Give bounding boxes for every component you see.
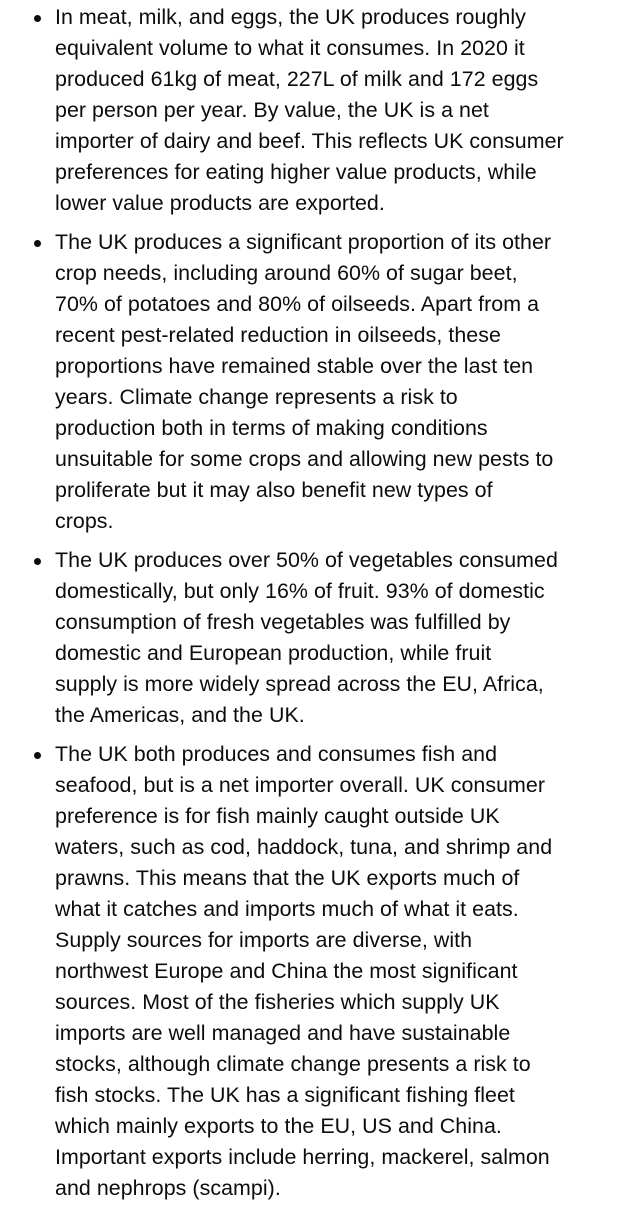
bullet-item-vegetables-fruit (55, 545, 630, 731)
text-line: The UK produces over 50% of vegetables consumed (55, 548, 558, 572)
bullet-text (55, 739, 630, 1204)
text-line: northwest Europe and China the most significant (55, 959, 518, 983)
bullet-text (55, 545, 630, 731)
text-line: seafood, but is a net importer overall. UK consumer (55, 773, 546, 797)
text-line: which mainly exports to the EU, US and China. (55, 1114, 502, 1138)
text-line: sources. Most of the fisheries which supply UK (55, 990, 500, 1014)
text-line: Supply sources for imports are diverse, with (55, 928, 473, 952)
text-line: The UK produces a significant proportion of its other (55, 230, 552, 254)
bullet-item-fish-seafood (55, 739, 630, 1204)
text-line: crops. (55, 509, 114, 533)
text-line: crop needs, including around 60% of sugar beet, (55, 261, 518, 285)
text-line: preferences for eating higher value products, while (55, 160, 537, 184)
text-line: proportions have remained stable over the last ten (55, 354, 534, 378)
text-line: consumption of fresh vegetables was fulfilled by (55, 610, 511, 634)
text-line: recent pest-related reduction in oilseeds, these (55, 323, 501, 347)
bullet-text (55, 2, 630, 219)
bullet-text (55, 227, 630, 537)
text-line: stocks, although climate change presents a risk to (55, 1052, 531, 1076)
text-line: importer of dairy and beef. This reflects UK consumer (55, 129, 564, 153)
text-line: produced 61kg of meat, 227L of milk and 172 eggs (55, 67, 539, 91)
text-line: In meat, milk, and eggs, the UK produces roughly (55, 5, 526, 29)
text-line: unsuitable for some crops and allowing new pests to (55, 447, 554, 471)
bullet-dot-icon (34, 558, 41, 565)
text-line: what it catches and imports much of what it eats. (55, 897, 519, 921)
bullet-dot-icon (34, 240, 41, 247)
text-line: The UK both produces and consumes fish and (55, 742, 498, 766)
text-line: fish stocks. The UK has a significant fishing fleet (55, 1083, 515, 1107)
text-line: the Americas, and the UK. (55, 703, 305, 727)
text-line: lower value products are exported. (55, 191, 385, 215)
text-line: years. Climate change represents a risk to (55, 385, 458, 409)
text-line: domestically, but only 16% of fruit. 93% of domestic (55, 579, 545, 603)
text-line: per person per year. By value, the UK is a net (55, 98, 489, 122)
text-line: prawns. This means that the UK exports much of (55, 866, 520, 890)
text-line: preference is for fish mainly caught outside UK (55, 804, 500, 828)
bullet-dot-icon (34, 15, 41, 22)
bullet-item-crops (55, 227, 630, 537)
text-line: imports are well managed and have sustainable (55, 1021, 511, 1045)
text-line: proliferate but it may also benefit new types of (55, 478, 493, 502)
bullet-item-meat-milk-eggs (55, 2, 630, 219)
text-line: supply is more widely spread across the EU, Africa, (55, 672, 544, 696)
text-line: Important exports include herring, mackerel, salmon (55, 1145, 550, 1169)
text-line: 70% of potatoes and 80% of oilseeds. Apart from a (55, 292, 540, 316)
bullet-list (55, 2, 630, 1212)
text-line: waters, such as cod, haddock, tuna, and shrimp and (55, 835, 553, 859)
text-line: production both in terms of making conditions (55, 416, 488, 440)
text-line: and nephrops (scampi). (55, 1176, 281, 1200)
text-line: domestic and European production, while fruit (55, 641, 492, 665)
bullet-dot-icon (34, 752, 41, 759)
text-line: equivalent volume to what it consumes. In 2020 it (55, 36, 525, 60)
